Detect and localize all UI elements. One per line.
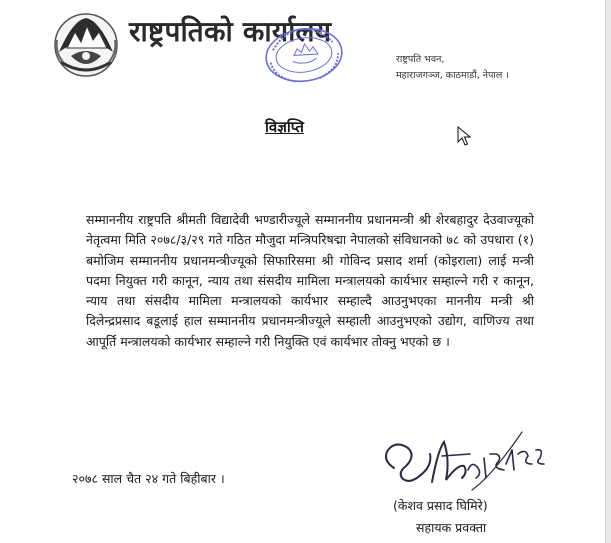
mouse-cursor-icon xyxy=(457,126,471,146)
address-line-2: महाराजगञ्ज, काठमाडौं, नेपाल । xyxy=(396,70,509,81)
signatory-name: (केशव प्रसाद घिमिरे) xyxy=(393,498,488,513)
office-title: राष्ट्रपतिको कार्यालय xyxy=(129,15,332,48)
handwritten-signature-icon xyxy=(372,420,552,500)
office-stamp-icon xyxy=(262,24,346,86)
notice-title: विज्ञप्ति xyxy=(265,118,304,136)
address-line-1: राष्ट्रपति भवन, xyxy=(396,54,445,65)
window-edge xyxy=(605,0,611,543)
national-emblem-icon xyxy=(53,12,119,78)
notice-body: सम्माननीय राष्ट्रपति श्रीमती विद्यादेवी भण्डारीज्यूले सम्माननीय प्रधानमन्त्री श्री शेरबहादुर देउवाज्यूको नेतृत्वमा मिति २०७८/३/२९ गते गठित मौजुदा मन्त्रिपरिषद्मा नेपालको संविधानको ७८ को उपधारा (१) बमोजिम सम्माननीय प्रधानमन्त्रीज्यूको सिफारिसमा श्री गोविन्द प्रसाद शर्मा (कोइराला) लाई मन्त्री पदमा नियुक्त गरी कानून, न्याय तथा संसदीय मामिला मन्त्रालयको कार्यभार सम्हाल्ने गरी र कानून, न्याय तथा संसदीय मामिला मन्त्रालयको कार्यभार सम्हाल्दै आउनुभएका माननीय मन्त्री श्री दिलेन्द्रप्रसाद बडूलाई हाल सम्माननीय प्रधानमन्त्रीज्यूले सम्हाली आउनुभएको उद्योग, वाणिज्य तथा आपूर्ति मन्त्रालयको कार्यभार सम्हाल्ने गरी नियुक्ति एवं कार्यभार तोक्नु भएको छ । xyxy=(86,212,534,349)
signatory-role: सहायक प्रवक्ता xyxy=(416,520,487,535)
notice-date: २०७८ साल चैत २४ गते बिहीबार । xyxy=(72,471,225,486)
